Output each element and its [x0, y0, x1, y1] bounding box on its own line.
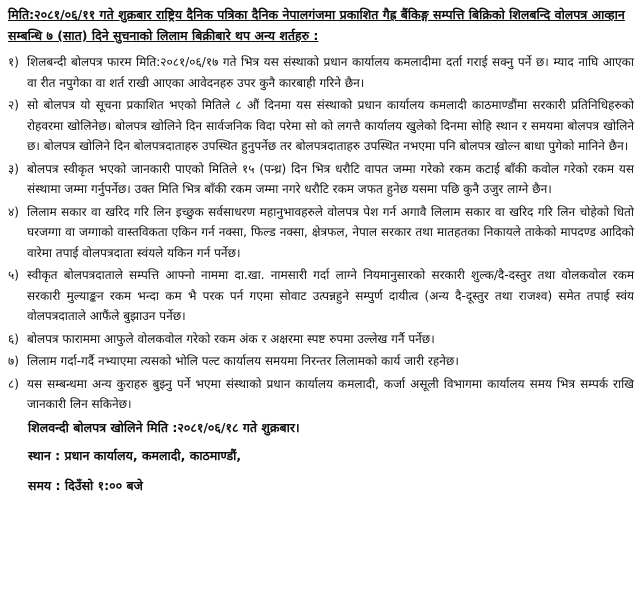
condition-item: [8, 374, 634, 415]
condition-text: यस सम्बन्धमा अन्य कुराहरु बुझ्नु पर्ने भएमा संस्थाको प्रधान कार्यालय कमलादी, कर्जा असूली विभागमा कार्यालय समय भित्र सम्पर्क राखि जानकारी लिन सकिनेछ।: [27, 376, 634, 411]
condition-text: बोलपत्र स्वीकृत भएको जानकारी पाएको मितिले १५ (पन्ध्र) दिन भित्र धरौटि वापत जम्मा गरेको रकम कटाई बाँकी कवोल गरेको रकम यस संस्थामा जम्मा गर्नुपर्नेछ। उक्त मिति भित्र बाँकी रकम जम्मा नगरे धरौटि रकम जफत हुनेछ यसमा पछि कुनै उजुर लाग्ने छैन।: [27, 161, 634, 196]
conditions-list: [8, 52, 634, 415]
condition-number: ५): [8, 268, 19, 282]
condition-number: ८): [8, 376, 19, 391]
condition-text: शिलबन्दी बोलपत्र फारम मिति:२०८१/०६/१७ गते भित्र यस संस्थाको प्रधान कार्यालय कमलादीमा दर्ता गराई सक्नु पर्ने छ। म्याद नाघि आएका वा रीत नपुगेका वा शर्त राखी आएका आवेदनहरु उपर कुनै कारबाही गरिने छैन।: [27, 55, 634, 90]
condition-number: ३): [8, 161, 19, 176]
condition-item: [8, 95, 634, 157]
condition-number: ६): [8, 331, 19, 346]
condition-number: १): [8, 55, 19, 69]
opening-place: स्थान : प्रधान कार्यालय, कमलादी, काठमाण्डौं,: [28, 447, 242, 463]
opening-date: शिलवन्दी बोलपत्र खोलिने मिति :२०८१/०६/१८ गते शुक्रबार।: [28, 419, 300, 435]
condition-item: [8, 52, 634, 93]
condition-text: लिलाम गर्दा-गर्दै नभ्याएमा त्यसको भोलि पल्ट कार्यालय समयमा निरन्तर लिलामको कार्य जारी रहनेछ।: [27, 354, 459, 368]
condition-number: ७): [8, 354, 19, 368]
notice-footer: [8, 417, 634, 497]
condition-item: [8, 329, 634, 350]
condition-text: सो बोलपत्र यो सूचना प्रकाशित भएको मितिले ८ औं दिनमा यस संस्थाको प्रधान कार्यालय कमलादी काठमाण्डौंमा सरकारी प्रतिनिधिहरुको रोहवरमा खोलिनेछ। बोलपत्र खोलिने दिन सार्वजनिक विदा परेमा सो को लगत्तै कार्यालय खुलेको दिनमा सोहि स्थान र समयमा बोलपत्र खोलिने छ। बोलपत्र खोलिने दिन बोलपत्रदाताहरु उपस्थित हुनुपर्नेछ तर बोलपत्रदाताहरु उपस्थित नभएमा पनि बोलपत्र खोल्न बाधा पुगेको मानिने छैन।: [27, 98, 634, 153]
notice-heading: [8, 4, 634, 46]
condition-number: २): [8, 98, 19, 112]
condition-item: [8, 202, 634, 264]
heading-line-2: सम्बन्धि ७ (सात) दिने सुचनाको लिलाम बिक्रीबारे थप अन्य शर्तहरु :: [8, 28, 319, 43]
condition-text: लिलाम सकार वा खरिद गरि लिन इच्छुक सर्वसाधरण महानुभावहरुले वोलपत्र पेश गर्न अगावै लिलाम सकार वा खरिद गरि लिन चोहेको धितो घरजग्गा वा जग्गाको वास्तविकता एकिन गर्न नक्सा, फिल्ड नक्सा, क्षेत्रफल, नेपाल सरकार तथा मातहतका निकायले ताकेको मापदण्ड आदिको वारेमा तपाई वोलपत्रदाता स्वंयले यकिन गर्न पर्नेछ।: [27, 204, 634, 260]
notice-document: [8, 4, 634, 497]
condition-text: बोलपत्र फाराममा आफुले वोलकवोल गरेको रकम अंक र अक्षरमा स्पष्ट रुपमा उल्लेख गर्नै पर्नेछ।: [27, 331, 435, 346]
condition-text: स्वीकृत बोलपत्रदाताले सम्पत्ति आफ्नो नाममा दा.खा. नामसारी गर्दा लाग्ने नियमानुसारको सरकारी शुल्क/दै-दस्तुर तथा वोलकवोल रकम सरकारी मुल्याङ्कन रकम भन्दा कम भै परक पर्न गएमा सोवाट उत्पन्नहुने सम्पुर्ण दायीत्व (अन्य दै-दूस्तुर तथा राजश्व) समेत तपाई स्वंय वोलपत्रदाताले आफैंले बुझाउन पर्नेछ।: [27, 268, 634, 323]
condition-item: [8, 159, 634, 200]
heading-line-1: मिति:२०८१/०६/११ गते शुक्रबार राष्ट्रिय दैनिक पत्रिका दैनिक नेपालगंजमा प्रकाशित गैह्र बैंकिङ्ग सम्पत्ति बिक्रिको शिलबन्दि वोलपत्र आव्हान: [8, 7, 625, 22]
condition-number: ४): [8, 204, 19, 219]
opening-time: समय : दिउँसो १:०० बजे: [28, 477, 143, 493]
condition-item: [8, 351, 634, 372]
condition-item: [8, 265, 634, 327]
